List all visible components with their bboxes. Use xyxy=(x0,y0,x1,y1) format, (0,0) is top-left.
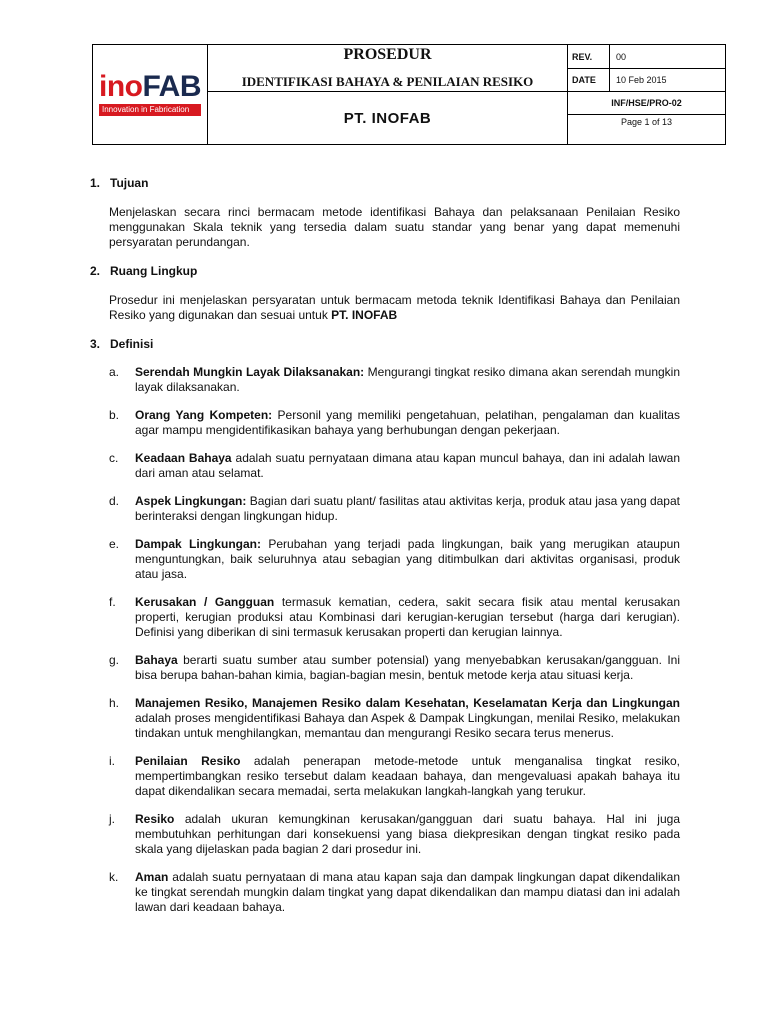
company-reference: PT. INOFAB xyxy=(331,308,398,322)
section-heading-tujuan: 1. Tujuan xyxy=(90,176,149,190)
definition-list xyxy=(90,365,680,915)
logo-tagline: Innovation in Fabrication xyxy=(99,104,201,116)
section-text-tujuan: Menjelaskan secara rinci bermacam metode identifikasi Bahaya dan pelaksanaan Penilaian Resiko menggunakan Skala teknik yang tersedia dalam suatu standar yang benar yang dapat memenuhi persyaratan perundangan. xyxy=(109,205,680,249)
definition-letter: b. xyxy=(109,408,120,422)
definition-text: adalah proses mengidentifikasi Bahaya dan Aspek & Dampak Lingkungan, menilai Resiko, melakukan tindakan untuk menghilangkan, memantau dan mengurangi Resiko secara terus menerus. xyxy=(135,711,680,740)
doc-info-cell xyxy=(568,92,726,145)
definition-letter: e. xyxy=(109,537,120,551)
company-name: PT. INOFAB xyxy=(208,92,568,145)
definition-text: Perubahan yang terjadi pada lingkungan, baik yang merugikan ataupun menguntungkan, baik seluruhnya atau sebagian yang ditimbulkan dari aktivitas organisasi, produk atau jasa. xyxy=(135,537,680,581)
definition-text: adalah penerapan metode-metode untuk menganalisa tingkat resiko, mempertimbangkan resiko tersebut dalam keadaan bahaya, dan mengevaluasi apakah bahaya itu dapat dikendalikan secara memadai, serta melakukan langkah-langkah yang terukur. xyxy=(135,754,680,798)
definition-text: Bagian dari suatu plant/ fasilitas atau aktivitas kerja, produk atau jasa yang dapat berinteraksi dengan lingkungan hidup. xyxy=(135,494,680,523)
section-text-ruang-lingkup: Prosedur ini menjelaskan persyaratan untuk bermacam metoda teknik Identifikasi Bahaya dan Penilaian Resiko yang digunakan dan sesuai untuk PT. INOFAB xyxy=(109,293,680,322)
definition-item xyxy=(90,408,680,438)
definition-item xyxy=(90,451,680,481)
definition-text: adalah suatu pernyataan di mana atau kapan saja dan dampak lingkungan dapat dikendalikan ke tingkat serendah mungkin dalam tingkat yang dapat dikendalikan dan mampu diatasi dan ini adalah lawan dari keadaan bahaya. xyxy=(135,870,680,914)
definition-term: Resiko xyxy=(135,812,175,826)
definition-letter: i. xyxy=(109,754,115,768)
definition-term: Dampak Lingkungan: xyxy=(135,537,262,551)
definition-letter: g. xyxy=(109,653,120,667)
definition-term: Kerusakan / Gangguan xyxy=(135,595,275,609)
definition-letter: h. xyxy=(109,696,120,710)
logo-fab: FAB xyxy=(142,70,201,103)
definition-term: Bahaya xyxy=(135,653,178,667)
definition-text: Personil yang memiliki pengetahuan, pelatihan, pengalaman dan kualitas agar mampu mengidentifikasikan bahaya yang berhubungan dengan pekerjaan. xyxy=(135,408,680,437)
section-heading-ruang-lingkup: 2. Ruang Lingkup xyxy=(90,264,198,278)
section-heading-definisi: 3. Definisi xyxy=(90,337,154,351)
definition-item xyxy=(90,537,680,582)
document-subtitle: IDENTIFIKASI BAHAYA & PENILAIAN RESIKO xyxy=(241,74,534,89)
definition-item xyxy=(90,754,680,799)
definition-term: Manajemen Resiko, Manajemen Resiko dalam Kesehatan, Keselamatan Kerja dan Lingkungan xyxy=(135,696,680,710)
definition-item xyxy=(90,812,680,857)
inofab-logo xyxy=(99,72,201,116)
document-header xyxy=(92,44,726,145)
definition-item xyxy=(90,653,680,683)
definition-term: Penilaian Resiko xyxy=(135,754,241,768)
title-cell xyxy=(208,45,568,92)
logo-ino: ino xyxy=(99,70,143,103)
date-value: 10 Feb 2015 xyxy=(610,69,726,92)
rev-label: REV. xyxy=(568,45,610,69)
definition-item xyxy=(90,365,680,395)
date-label: DATE xyxy=(568,69,610,92)
document-body xyxy=(90,176,680,915)
definition-term: Orang Yang Kompeten: xyxy=(135,408,273,422)
definition-letter: a. xyxy=(109,365,120,379)
definition-letter: f. xyxy=(109,595,116,609)
logo-cell xyxy=(93,45,208,145)
definition-item xyxy=(90,696,680,741)
definition-term: Keadaan Bahaya xyxy=(135,451,232,465)
definition-text: berarti suatu sumber atau sumber potensial) yang menyebabkan kerusakan/gangguan. Ini bisa berupa bahan-bahan kimia, bagian-bagian mesin, bentuk metode kerja atau situasi kerja. xyxy=(135,653,680,682)
definition-text: adalah ukuran kemungkinan kerusakan/gangguan dari suatu bahaya. Hal ini juga membutuhkan perhitungan dari konsekuensi yang biasa diekpresikan dengan tingkat resiko pada skala yang dijelaskan pada bagian 2 dari prosedur ini. xyxy=(135,812,680,856)
rev-value: 00 xyxy=(610,45,726,69)
definition-term: Aspek Lingkungan: xyxy=(135,494,247,508)
definition-term: Serendah Mungkin Layak Dilaksanakan: xyxy=(135,365,365,379)
definition-term: Aman xyxy=(135,870,169,884)
definition-letter: k. xyxy=(109,870,119,884)
page-number: Page 1 of 13 xyxy=(620,117,673,127)
definition-text: adalah suatu pernyataan dimana atau kapan muncul bahaya, dan ini adalah lawan dari aman atau selamat. xyxy=(135,451,680,480)
definition-item xyxy=(90,595,680,640)
document-number: INF/HSE/PRO-02 xyxy=(568,92,725,115)
document-title: PROSEDUR xyxy=(343,46,432,63)
definition-item xyxy=(90,870,680,915)
definition-text: termasuk kematian, cedera, sakit secara fisik atau mental kerusakan properti, kerugian produksi atau Kombinasi dari kerugian-kerugian tersebut (harga dari kerugian). Definisi yang diberikan di sini termasuk kerusakan properti dan kerugian lainnya. xyxy=(135,595,681,639)
definition-item xyxy=(90,494,680,524)
definition-letter: j. xyxy=(109,812,115,826)
definition-text: Mengurangi tingkat resiko dimana akan serendah mungkin layak dilaksanakan. xyxy=(135,365,681,394)
definition-letter: d. xyxy=(109,494,120,508)
definition-letter: c. xyxy=(109,451,119,465)
